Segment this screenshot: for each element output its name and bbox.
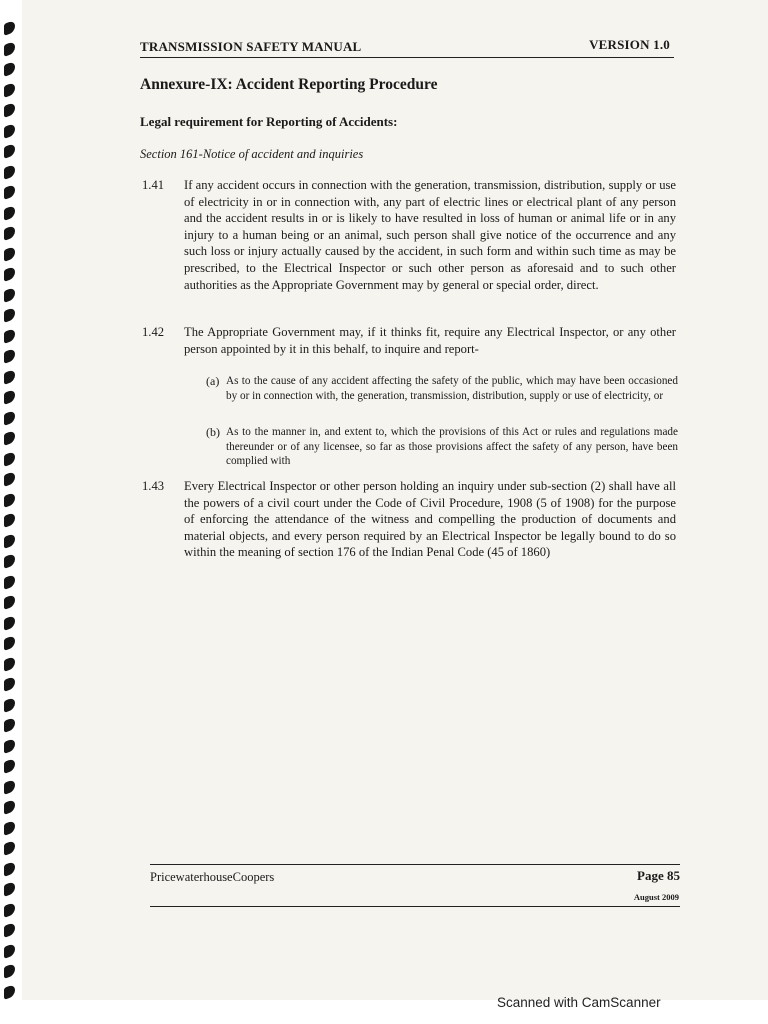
binding-ring	[4, 184, 15, 200]
paragraph-text: Every Electrical Inspector or other person holding an inquiry under sub-section (2) shall have all the powers of a civil court under the Code of Civil Procedure, 1908 (5 of 1908) for the purpose of enforcing the attendance of the witness and compelling the production of documents and material objects, and every person required by an Electrical Inspector be legally bound to do so within the meaning of section 176 of the Indian Penal Code (45 of 1860)	[184, 479, 676, 560]
binding-ring	[4, 963, 15, 979]
binding-ring	[4, 799, 15, 815]
footer-company: PricewaterhouseCoopers	[150, 870, 275, 884]
subitem-a	[204, 374, 678, 403]
version-label: VERSION 1.0	[589, 37, 670, 52]
binding-ring	[4, 779, 15, 795]
binding-ring	[4, 82, 15, 98]
binding-ring	[4, 41, 15, 57]
binding-ring	[4, 430, 15, 446]
footer-date: August 2009	[633, 892, 679, 902]
binding-ring	[4, 984, 15, 1000]
binding-ring	[4, 820, 15, 836]
spiral-binding	[0, 0, 22, 1000]
binding-ring	[4, 20, 15, 36]
subitem-b	[204, 425, 678, 469]
binding-ring	[4, 410, 15, 426]
binding-ring	[4, 205, 15, 221]
binding-ring	[4, 656, 15, 672]
section-heading: Section 161-Notice of accident and inquiries	[140, 147, 364, 161]
subitem-label: (b)	[206, 425, 220, 439]
paragraph-number: 1.41	[142, 178, 165, 192]
binding-ring	[4, 123, 15, 139]
binding-ring	[4, 758, 15, 774]
binding-ring	[4, 369, 15, 385]
paragraph-number: 1.42	[142, 325, 165, 339]
page-header	[140, 36, 674, 58]
binding-ring	[4, 164, 15, 180]
binding-ring	[4, 471, 15, 487]
footer-divider-bottom	[150, 906, 680, 907]
binding-ring	[4, 738, 15, 754]
page-number: Page 85	[637, 868, 680, 883]
binding-ring	[4, 307, 15, 323]
binding-ring	[4, 266, 15, 282]
manual-title: TRANSMISSION SAFETY MANUAL	[140, 39, 362, 54]
paragraph-number: 1.43	[142, 479, 165, 493]
subitem-text: As to the manner in, and extent to, which the provisions of this Act or rules and regulations made thereunder or of any licensee, so far as those provisions affect the safety of any person, have been complied with	[226, 426, 678, 468]
binding-ring	[4, 676, 15, 692]
footer-divider-top	[150, 864, 680, 865]
binding-ring	[4, 943, 15, 959]
binding-ring	[4, 615, 15, 631]
annexure-title: Annexure-IX: Accident Reporting Procedure	[140, 76, 438, 93]
binding-ring	[4, 574, 15, 590]
binding-ring	[4, 389, 15, 405]
binding-ring	[4, 717, 15, 733]
binding-ring	[4, 328, 15, 344]
binding-ring	[4, 225, 15, 241]
binding-ring	[4, 451, 15, 467]
binding-ring	[4, 287, 15, 303]
binding-ring	[4, 902, 15, 918]
subitem-label: (a)	[206, 374, 220, 388]
legal-requirement-heading: Legal requirement for Reporting of Accidents:	[140, 114, 398, 129]
binding-ring	[4, 102, 15, 118]
paragraph-text: The Appropriate Government may, if it thinks fit, require any Electrical Inspector, or any other person appointed by it in this behalf, to inquire and report-	[184, 325, 676, 356]
binding-ring	[4, 635, 15, 651]
binding-ring	[4, 553, 15, 569]
binding-ring	[4, 861, 15, 877]
binding-ring	[4, 533, 15, 549]
binding-ring	[4, 246, 15, 262]
binding-ring	[4, 697, 15, 713]
subitem-text: As to the cause of any accident affecting the safety of the public, which may have been occasioned by or in connection with, the generation, transmission, distribution, supply or use of electricity, or	[226, 375, 678, 402]
binding-ring	[4, 881, 15, 897]
binding-ring	[4, 61, 15, 77]
paragraph-1-42	[140, 324, 676, 357]
binding-ring	[4, 840, 15, 856]
binding-ring	[4, 512, 15, 528]
binding-ring	[4, 492, 15, 508]
paragraph-text: If any accident occurs in connection with the generation, transmission, distribution, supply or use of electricity in or in connection with, any part of electric lines or electrical plant of any person and the accident results in or is likely to have resulted in loss of human or animal life or in any injury to a human being or an animal, such person shall give notice of the occurrence and any such loss or injury actually caused by the accident, in such form and within such time as may be prescribed, to the Electrical Inspector or such other person as aforesaid and to such other authorities as the Appropriate Government may by general or special order, direct.	[184, 178, 676, 292]
binding-ring	[4, 143, 15, 159]
binding-ring	[4, 348, 15, 364]
paragraph-1-41	[140, 177, 676, 293]
binding-ring	[4, 594, 15, 610]
paragraph-1-43	[140, 478, 676, 561]
binding-ring	[4, 922, 15, 938]
scanner-watermark: Scanned with CamScanner	[497, 995, 661, 1010]
